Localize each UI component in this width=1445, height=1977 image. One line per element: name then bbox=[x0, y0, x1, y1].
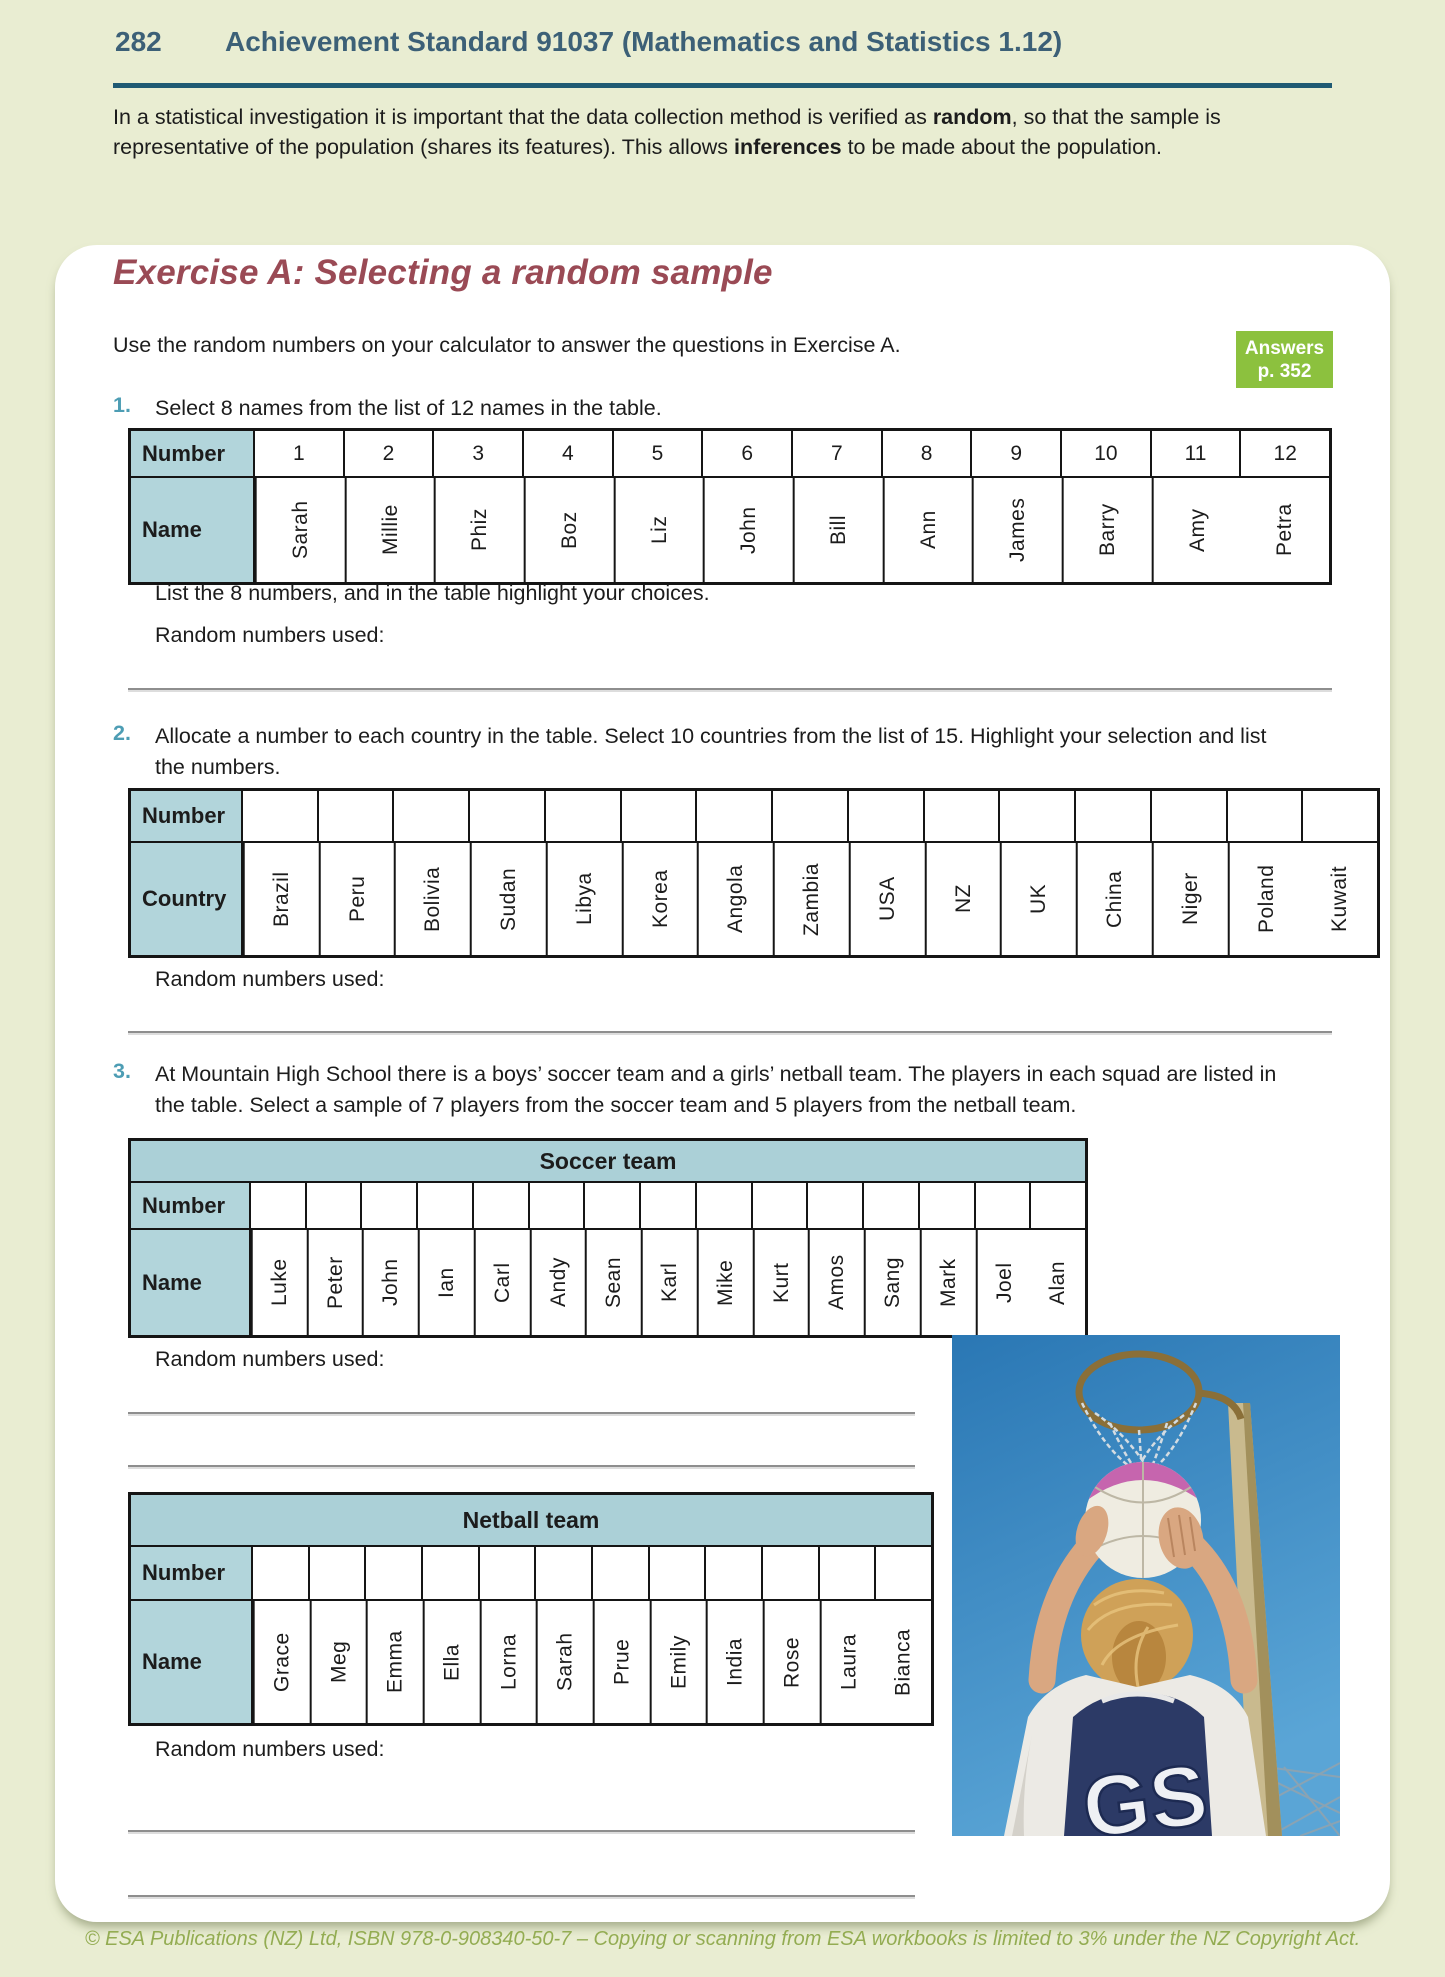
soccer-table-number-row bbox=[131, 1181, 1085, 1228]
table-cell: 6 bbox=[703, 431, 793, 476]
soccer-table-name-row bbox=[131, 1228, 1085, 1335]
table-cell: Ann bbox=[883, 478, 973, 582]
names-table-numbers bbox=[255, 431, 1329, 476]
table-cell-empty[interactable] bbox=[773, 791, 849, 841]
netball-table-number-cells[interactable] bbox=[253, 1547, 931, 1599]
intro-bold-random: random bbox=[932, 105, 1012, 129]
table-cell: 10 bbox=[1062, 431, 1152, 476]
table-cell-empty[interactable] bbox=[1152, 791, 1228, 841]
names-table-name-header: Name bbox=[131, 478, 255, 582]
page-number: 282 bbox=[115, 26, 162, 57]
answers-badge bbox=[1236, 331, 1333, 388]
table-cell-empty[interactable] bbox=[1031, 1183, 1085, 1228]
table-cell: Ian bbox=[418, 1230, 474, 1335]
answer-line[interactable] bbox=[128, 1895, 915, 1897]
answer-line[interactable] bbox=[128, 1830, 915, 1832]
table-cell-empty[interactable] bbox=[876, 1547, 931, 1599]
soccer-table-number-cells[interactable] bbox=[251, 1183, 1085, 1228]
table-cell: Barry bbox=[1062, 478, 1152, 582]
table-cell: Emily bbox=[650, 1601, 707, 1723]
table-cell: Boz bbox=[524, 478, 614, 582]
table-cell: Mike bbox=[697, 1230, 753, 1335]
table-cell: 2 bbox=[345, 431, 435, 476]
table-cell: Ella bbox=[423, 1601, 480, 1723]
names-table-name-row bbox=[131, 476, 1329, 582]
table-cell: Petra bbox=[1273, 503, 1297, 557]
netball-table-names bbox=[253, 1601, 931, 1723]
table-cell: Lorna bbox=[480, 1601, 537, 1723]
table-cell: Andy bbox=[530, 1230, 586, 1335]
table-cell-empty[interactable] bbox=[1076, 791, 1152, 841]
table-cell: Angola bbox=[697, 843, 773, 955]
table-cell: John bbox=[703, 478, 793, 582]
question-3-number: 3. bbox=[113, 1059, 131, 1083]
table-cell-empty[interactable] bbox=[418, 1183, 474, 1228]
table-cell: Laura bbox=[820, 1601, 877, 1723]
table-cell: Sarah bbox=[255, 478, 345, 582]
countries-table-countries bbox=[243, 843, 1377, 955]
table-cell-empty[interactable] bbox=[480, 1547, 537, 1599]
countries-table-number-cells[interactable] bbox=[243, 791, 1377, 841]
table-cell-empty[interactable] bbox=[253, 1547, 310, 1599]
q1-random-numbers-label: Random numbers used: bbox=[155, 623, 385, 647]
question-1 bbox=[113, 393, 1343, 424]
table-cell: Kurt bbox=[753, 1230, 809, 1335]
table-cell: Amos bbox=[808, 1230, 864, 1335]
netball-table bbox=[128, 1492, 934, 1726]
table-cell: Korea bbox=[622, 843, 698, 955]
table-cell-empty[interactable] bbox=[849, 791, 925, 841]
countries-table-number-header: Number bbox=[131, 791, 243, 841]
table-cell: Meg bbox=[310, 1601, 367, 1723]
table-cell-empty[interactable] bbox=[1000, 791, 1076, 841]
table-cell: India bbox=[706, 1601, 763, 1723]
table-cell: Karl bbox=[641, 1230, 697, 1335]
table-cell-empty[interactable] bbox=[536, 1547, 593, 1599]
table-cell-empty[interactable] bbox=[753, 1183, 809, 1228]
table-cell: Alan bbox=[1046, 1260, 1070, 1305]
table-cell: 3 bbox=[434, 431, 524, 476]
table-cell-empty[interactable] bbox=[474, 1183, 530, 1228]
netball-table-number-row bbox=[131, 1545, 931, 1599]
netball-photo bbox=[952, 1335, 1340, 1836]
countries-table-country-row bbox=[131, 841, 1377, 955]
q1-list-note: List the 8 numbers, and in the table highlight your choices. bbox=[155, 581, 710, 605]
table-cell: Zambia bbox=[773, 843, 849, 955]
table-cell: 9 bbox=[972, 431, 1062, 476]
table-cell-empty[interactable] bbox=[1228, 791, 1304, 841]
header-rule bbox=[113, 83, 1332, 88]
table-cell-empty[interactable] bbox=[585, 1183, 641, 1228]
table-cell: Sudan bbox=[470, 843, 546, 955]
table-cell-empty[interactable] bbox=[920, 1183, 976, 1228]
q2-random-numbers-label: Random numbers used: bbox=[155, 967, 385, 991]
table-cell-empty[interactable] bbox=[641, 1183, 697, 1228]
intro-paragraph bbox=[113, 102, 1341, 162]
table-cell: Libya bbox=[546, 843, 622, 955]
names-table-number-header: Number bbox=[131, 431, 255, 476]
table-cell: 5 bbox=[614, 431, 704, 476]
table-cell: Bill bbox=[793, 478, 883, 582]
table-cell: Niger bbox=[1152, 843, 1228, 955]
soccer-table bbox=[128, 1138, 1088, 1338]
table-cell-empty[interactable] bbox=[864, 1183, 920, 1228]
table-cell-empty[interactable] bbox=[976, 1183, 1032, 1228]
table-cell: Joel bbox=[976, 1230, 1032, 1335]
intro-text-2: , so that the sample is representative of the population (shares its features). This allows bbox=[113, 105, 1221, 159]
table-cell-empty[interactable] bbox=[697, 791, 773, 841]
bib-gs-text: GS bbox=[1077, 1746, 1213, 1836]
netball-table-title: Netball team bbox=[131, 1495, 931, 1545]
table-cell: John bbox=[362, 1230, 418, 1335]
table-cell: Mark bbox=[920, 1230, 976, 1335]
soccer-table-name-header: Name bbox=[131, 1230, 251, 1335]
netball-table-name-header: Name bbox=[131, 1601, 253, 1723]
table-cell-empty[interactable] bbox=[763, 1547, 820, 1599]
table-cell-empty[interactable] bbox=[362, 1183, 418, 1228]
table-cell: Carl bbox=[474, 1230, 530, 1335]
countries-table-country-header: Country bbox=[131, 843, 243, 955]
names-table bbox=[128, 428, 1332, 585]
table-cell: Emma bbox=[366, 1601, 423, 1723]
table-cell-empty[interactable] bbox=[307, 1183, 363, 1228]
table-cell: Sean bbox=[585, 1230, 641, 1335]
table-cell: 4 bbox=[524, 431, 614, 476]
table-cell: Liz bbox=[614, 478, 704, 582]
table-cell: UK bbox=[1000, 843, 1076, 955]
intro-bold-inferences: inferences bbox=[734, 135, 842, 159]
table-cell-empty[interactable] bbox=[243, 791, 319, 841]
table-cell-empty[interactable] bbox=[319, 791, 395, 841]
table-cell: Kuwait bbox=[1328, 865, 1352, 933]
table-cell-empty[interactable] bbox=[546, 791, 622, 841]
table-cell: Phiz bbox=[434, 478, 524, 582]
table-cell-empty[interactable] bbox=[310, 1547, 367, 1599]
table-cell: Grace bbox=[253, 1601, 310, 1723]
table-cell: Poland bbox=[1228, 843, 1304, 955]
table-cell-empty[interactable] bbox=[394, 791, 470, 841]
table-cell-empty[interactable] bbox=[925, 791, 1001, 841]
answer-line[interactable] bbox=[128, 1465, 915, 1467]
answers-badge-line1: Answers bbox=[1244, 337, 1325, 359]
netball-table-number-header: Number bbox=[131, 1547, 253, 1599]
soccer-table-title: Soccer team bbox=[131, 1141, 1085, 1181]
exercise-title: Exercise A: Selecting a random sample bbox=[113, 253, 773, 292]
answer-line[interactable] bbox=[128, 1412, 915, 1414]
q3-netball-random-numbers-label: Random numbers used: bbox=[155, 1737, 385, 1761]
table-cell-empty[interactable] bbox=[622, 791, 698, 841]
table-cell-empty[interactable] bbox=[650, 1547, 707, 1599]
table-cell-empty[interactable] bbox=[697, 1183, 753, 1228]
table-cell-empty[interactable] bbox=[706, 1547, 763, 1599]
answer-line[interactable] bbox=[128, 1031, 1332, 1033]
netball-table-name-row bbox=[131, 1599, 931, 1723]
answers-badge-line2: p. 352 bbox=[1257, 360, 1312, 382]
table-cell: Prue bbox=[593, 1601, 650, 1723]
names-table-names bbox=[255, 478, 1329, 582]
question-1-number: 1. bbox=[113, 393, 131, 417]
table-cell: Millie bbox=[345, 478, 435, 582]
question-2-number: 2. bbox=[113, 721, 131, 745]
table-cell: 11 bbox=[1152, 431, 1242, 476]
table-cell: Luke bbox=[251, 1230, 307, 1335]
soccer-table-names bbox=[251, 1230, 1085, 1335]
table-cell: Amy bbox=[1152, 478, 1242, 582]
soccer-table-number-header: Number bbox=[131, 1183, 251, 1228]
table-cell: Bianca bbox=[891, 1628, 915, 1696]
table-cell-empty[interactable] bbox=[1303, 791, 1377, 841]
table-cell-empty[interactable] bbox=[593, 1547, 650, 1599]
exercise-box bbox=[55, 245, 1390, 1922]
table-cell-empty[interactable] bbox=[808, 1183, 864, 1228]
intro-text-1: In a statistical investigation it is important that the data collection method is verified as bbox=[113, 105, 933, 129]
page-footer: © ESA Publications (NZ) Ltd, ISBN 978-0-908340-50-7 – Copying or scanning from ESA workbooks is limited to 3% under the NZ Copyright Act. bbox=[84, 1928, 1361, 1950]
table-cell-empty[interactable] bbox=[423, 1547, 480, 1599]
table-cell: Sang bbox=[864, 1230, 920, 1335]
table-cell: Sarah bbox=[536, 1601, 593, 1723]
table-cell-empty[interactable] bbox=[530, 1183, 586, 1228]
table-cell: Peru bbox=[319, 843, 395, 955]
table-cell: 7 bbox=[793, 431, 883, 476]
answer-line[interactable] bbox=[128, 688, 1332, 690]
table-cell: Rose bbox=[763, 1601, 820, 1723]
table-cell-empty[interactable] bbox=[470, 791, 546, 841]
page-header-title: Achievement Standard 91037 (Mathematics and Statistics 1.12) bbox=[225, 26, 1063, 57]
exercise-instruction: Use the random numbers on your calculator to answer the questions in Exercise A. bbox=[113, 333, 901, 357]
question-3-text: At Mountain High School there is a boys’ soccer team and a girls’ netball team. The players in each squad are listed in the table. Select a sample of 7 players from the soccer team and 5 players from the netball team. bbox=[155, 1062, 1277, 1117]
question-2-text: Allocate a number to each country in the table. Select 10 countries from the list of 15. Highlight your selection and list the numbers. bbox=[155, 724, 1267, 779]
table-cell: USA bbox=[849, 843, 925, 955]
table-cell: 1 bbox=[255, 431, 345, 476]
table-cell: Peter bbox=[307, 1230, 363, 1335]
table-cell: Bolivia bbox=[394, 843, 470, 955]
question-3 bbox=[113, 1059, 1303, 1121]
table-cell-empty[interactable] bbox=[820, 1547, 877, 1599]
table-cell: James bbox=[972, 478, 1062, 582]
countries-table-number-row bbox=[131, 791, 1377, 841]
table-cell: NZ bbox=[925, 843, 1001, 955]
countries-table bbox=[128, 788, 1380, 958]
table-cell-empty[interactable] bbox=[366, 1547, 423, 1599]
table-cell: 12 bbox=[1273, 441, 1297, 465]
q3-soccer-random-numbers-label: Random numbers used: bbox=[155, 1347, 385, 1371]
table-cell: Brazil bbox=[243, 843, 319, 955]
question-1-text: Select 8 names from the list of 12 names in the table. bbox=[155, 396, 662, 420]
intro-text-3: to be made about the population. bbox=[841, 135, 1162, 159]
question-2 bbox=[113, 721, 1273, 783]
names-table-number-row bbox=[131, 431, 1329, 476]
table-cell: 8 bbox=[883, 431, 973, 476]
table-cell-empty[interactable] bbox=[251, 1183, 307, 1228]
table-cell: China bbox=[1076, 843, 1152, 955]
